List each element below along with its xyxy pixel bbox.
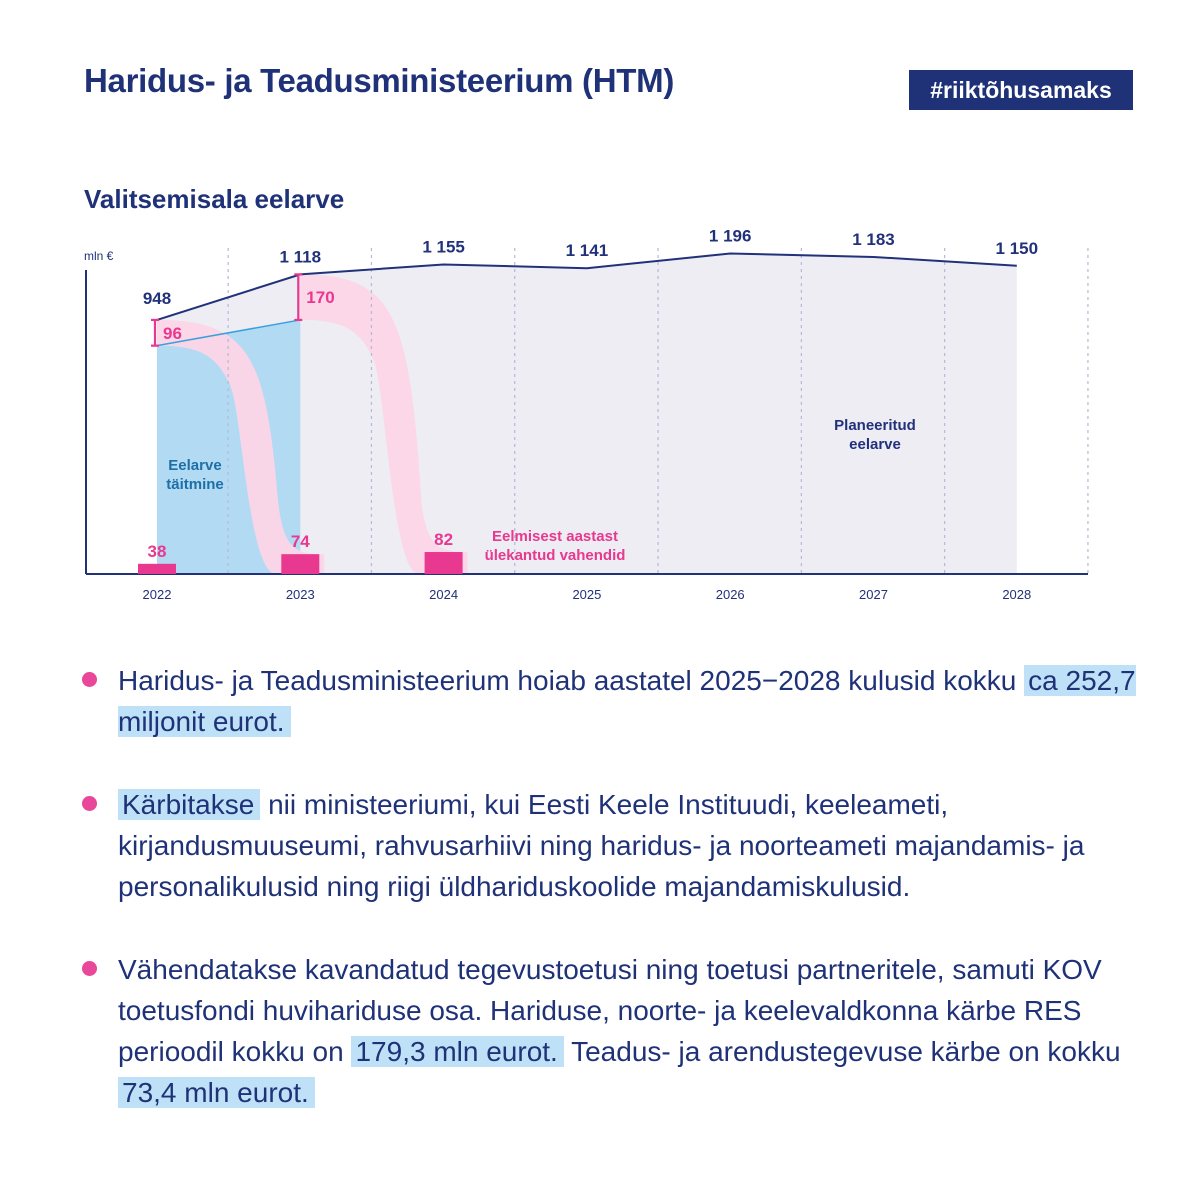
- highlight-text: ca 252,7 miljonit eurot.: [118, 665, 1136, 737]
- gap-label: 96: [163, 323, 182, 343]
- x-tick-label: 2026: [715, 587, 745, 602]
- execution-annotation: Eelarve: [168, 457, 222, 474]
- bullet-text: Haridus- ja Teadusministeerium hoiab aastatel 2025−2028 kulusid kokku: [118, 665, 1017, 696]
- highlight-text: 73,4 mln eurot.: [118, 1077, 315, 1108]
- carryover-annotation: Eelmisest aastast: [492, 528, 618, 545]
- planned-annotation: Planeeritud: [834, 417, 916, 434]
- data-label: 1 141: [565, 241, 609, 261]
- chart-title: Valitsemisala eelarve: [84, 184, 345, 214]
- bullet-text: Teadus- ja arendustegevuse kärbe on kokku: [571, 1036, 1121, 1067]
- x-tick-label: 2025: [572, 587, 602, 602]
- data-label: 1 183: [852, 230, 895, 249]
- bullet-text: Vähendatakse kavandatud tegevustoetusi ning toetusi partneritele, samuti KOV toetusfondi huvihariduse osa. Hariduse, noorte- ja keelevaldkonna kärbe RES perioodil kokku on: [118, 954, 1102, 1067]
- carryover-bar: [138, 564, 176, 574]
- budget-chart: [0, 230, 1200, 610]
- data-label: 1 118: [279, 247, 322, 267]
- execution-annotation: täitmine: [166, 476, 224, 493]
- x-tick-label: 2027: [859, 587, 888, 602]
- x-tick-label: 2028: [1002, 587, 1032, 602]
- bullet-dot: [82, 961, 97, 976]
- bullet-list: [80, 660, 1140, 1155]
- data-label: 1 150: [995, 238, 1039, 258]
- bullet-item: [80, 784, 1140, 907]
- bullet-dot: [82, 672, 97, 687]
- planned-annotation: eelarve: [849, 436, 901, 453]
- carryover-label: 38: [147, 541, 167, 561]
- highlight-text: Kärbitakse: [118, 789, 260, 820]
- data-label: 948: [142, 288, 172, 308]
- gap-label: 170: [306, 288, 335, 308]
- page-title: Haridus- ja Teadusministeerium (HTM): [84, 62, 675, 99]
- bullet-dot: [82, 796, 97, 811]
- data-label: 1 196: [708, 230, 752, 246]
- y-unit-label: mln €: [84, 249, 114, 263]
- carryover-bar: [281, 554, 319, 574]
- bullet-text: nii ministeeriumi, kui Eesti Keele Instituudi, keeleameti, kirjandusmuuseumi, rahvusarhiivi ning haridus- ja noorteameti majandamis- ja personalikulusid ning riigi üldhariduskoolide majandamiskulusid.: [118, 789, 1085, 902]
- carryover-label: 74: [290, 532, 310, 552]
- x-tick-label: 2022: [142, 587, 172, 602]
- carryover-annotation: ülekantud vahendid: [484, 547, 626, 564]
- x-tick-label: 2024: [429, 587, 459, 602]
- bullet-item: [80, 949, 1140, 1113]
- data-label: 1 155: [422, 237, 465, 257]
- carryover-label: 82: [434, 530, 454, 550]
- highlight-text: 179,3 mln eurot.: [351, 1036, 563, 1067]
- bullet-item: [80, 660, 1140, 742]
- hashtag-badge: #riiktõhusamaks: [909, 70, 1133, 110]
- x-tick-label: 2023: [285, 587, 315, 602]
- carryover-bar: [425, 552, 463, 574]
